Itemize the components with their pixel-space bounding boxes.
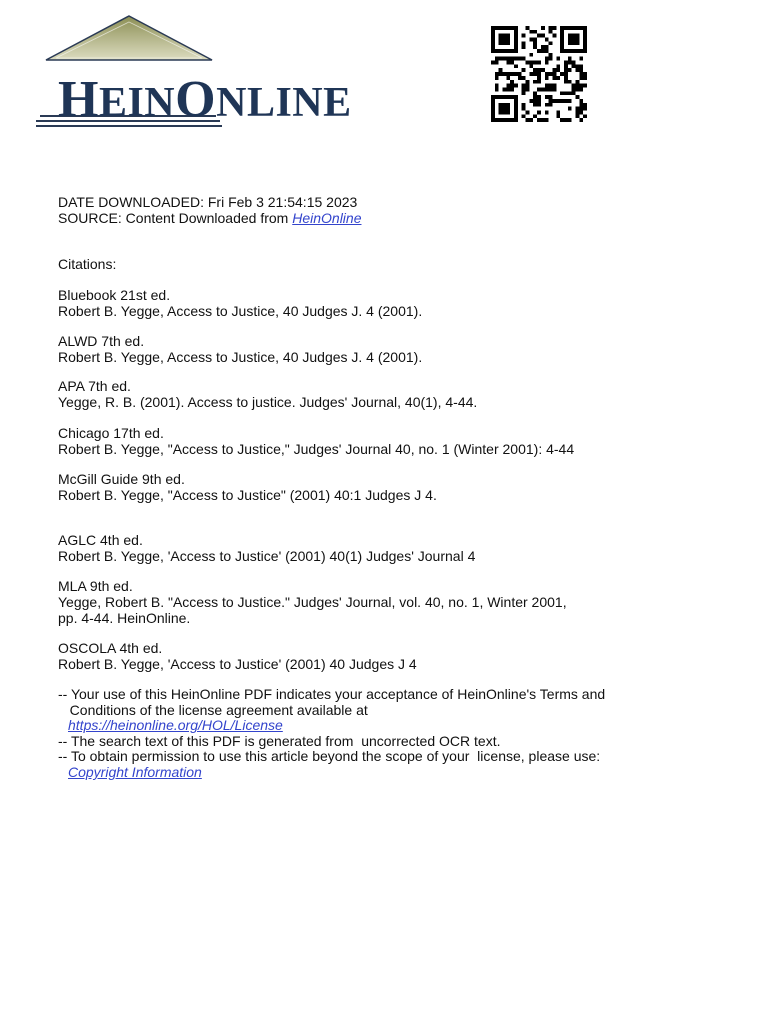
- citation-style: APA 7th ed.: [58, 378, 131, 394]
- heinonline-logo: [36, 14, 428, 132]
- copyright-link[interactable]: [68, 764, 202, 780]
- citation-style: McGill Guide 9th ed.: [58, 471, 185, 487]
- citation-style: Bluebook 21st ed.: [58, 287, 171, 303]
- qr-code-icon: [486, 26, 592, 122]
- terms-notice: -- Your use of this HeinOnline PDF indicates your acceptance of HeinOnline's Terms and: [58, 686, 606, 702]
- citation-text: Robert B. Yegge, 'Access to Justice' (2001) 40 Judges J 4: [58, 656, 417, 672]
- permission-notice: -- To obtain permission to use this article beyond the scope of your license, please use:: [58, 748, 601, 764]
- ocr-notice: -- The search text of this PDF is generated from uncorrected OCR text.: [58, 733, 501, 749]
- terms-notice-cont: Conditions of the license agreement available at: [58, 702, 368, 718]
- heinonline-link[interactable]: HeinOnline: [292, 210, 362, 226]
- logo-wordmark: HEINONLINE: [58, 71, 352, 128]
- license-link[interactable]: [68, 717, 283, 733]
- citation-text: Robert B. Yegge, 'Access to Justice' (2001) 40(1) Judges' Journal 4: [58, 548, 476, 564]
- citation-style: OSCOLA 4th ed.: [58, 640, 163, 656]
- citation-style: MLA 9th ed.: [58, 578, 133, 594]
- copyright-link-text[interactable]: Copyright Information: [68, 764, 202, 780]
- citation-text: Robert B. Yegge, Access to Justice, 40 Judges J. 4 (2001).: [58, 349, 423, 365]
- citation-style: Chicago 17th ed.: [58, 425, 164, 441]
- source-line: [58, 210, 361, 226]
- source-prefix: SOURCE: Content Downloaded from: [58, 210, 293, 226]
- citation-style: AGLC 4th ed.: [58, 532, 143, 548]
- license-link-text[interactable]: https://heinonline.org/HOL/License: [68, 717, 283, 733]
- citation-style: ALWD 7th ed.: [58, 333, 145, 349]
- citation-text: Robert B. Yegge, Access to Justice, 40 Judges J. 4 (2001).: [58, 303, 423, 319]
- citation-text: Yegge, R. B. (2001). Access to justice. Judges' Journal, 40(1), 4-44.: [58, 394, 478, 410]
- citation-text: Robert B. Yegge, "Access to Justice," Judges' Journal 40, no. 1 (Winter 2001): 4-44: [58, 441, 575, 457]
- citation-text: Robert B. Yegge, "Access to Justice" (2001) 40:1 Judges J 4.: [58, 487, 437, 503]
- date-downloaded: DATE DOWNLOADED: Fri Feb 3 21:54:15 2023: [58, 194, 358, 210]
- citations-heading: Citations:: [58, 256, 117, 272]
- citation-text: Yegge, Robert B. "Access to Justice." Judges' Journal, vol. 40, no. 1, Winter 2001,: [58, 594, 567, 610]
- citation-text: pp. 4-44. HeinOnline.: [58, 610, 191, 626]
